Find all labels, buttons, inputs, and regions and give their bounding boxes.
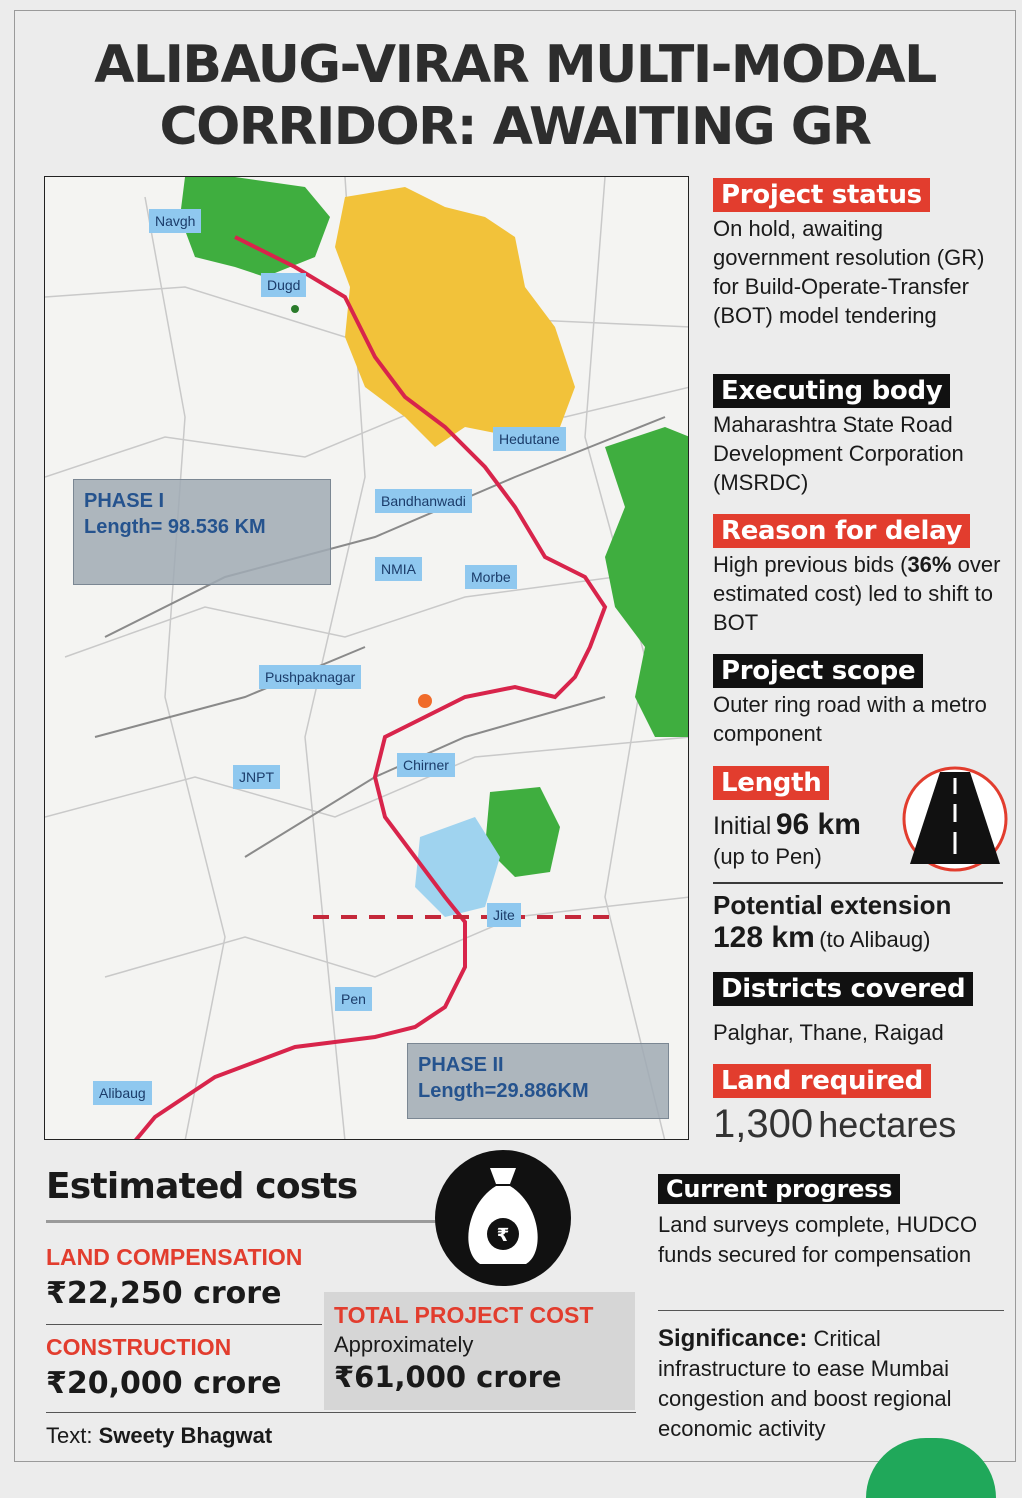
phase-2-title: PHASE II [418,1054,504,1076]
map-label-alibaug: Alibaug [93,1081,152,1105]
road-icon [900,764,1010,874]
progress-label: Current progress [658,1174,900,1204]
land-value: 1,300 [713,1102,814,1146]
credit-prefix: Text: [46,1423,99,1448]
map-label-navgh: Navgh [149,209,201,233]
rupee-symbol: ₹ [496,1225,510,1246]
land-amount [713,1102,956,1147]
total-cost-value: ₹61,000 crore [334,1360,562,1394]
map-label-jite: Jite [487,903,521,927]
land-compensation-value: ₹22,250 crore [46,1276,282,1311]
map-label-jnpt: JNPT [233,765,280,789]
credit-name: Sweety Bhagwat [98,1423,273,1448]
initial-note: (up to Pen) [713,844,822,869]
land-section [713,1064,956,1147]
districts-section [713,972,973,1047]
reason-text [713,550,1003,637]
map-label-chirner: Chirner [397,753,455,777]
executing-text: Maharashtra State Road Development Corporation (MSRDC) [713,412,964,495]
reason-text-pre: High previous bids ( [713,552,908,577]
significance-text [658,1324,1008,1444]
map-label-nmia: NMIA [375,557,422,581]
scope-section [713,654,1003,748]
costs-title-rule [46,1220,446,1223]
total-cost-prefix: Approximately [334,1332,474,1357]
progress-section [658,1174,900,1204]
land-compensation-label: LAND COMPENSATION [46,1244,303,1270]
progress-text: Land surveys complete, HUDCO funds secured for compensation [658,1212,978,1267]
extension-label: Potential extension [713,890,952,920]
land-unit: hectares [818,1104,957,1145]
initial-prefix: Initial [713,812,772,840]
map-label-dugd: Dugd [261,273,306,297]
map-label-pen: Pen [335,987,372,1011]
extension-value: 128 km [713,921,815,954]
costs-bottom-rule [46,1412,636,1413]
significance-body: Critical infrastructure to ease Mumbai congestion and boost regional economic activity [658,1326,952,1441]
headline: ALIBAUG-VIRAR MULTI-MODAL CORRIDOR: AWAITING GR [94,35,936,157]
executing-label: Executing body [713,374,950,408]
reason-label: Reason for delay [713,514,970,548]
length-section [713,766,829,800]
cost-divider [46,1324,322,1325]
phase-1-box [73,479,331,585]
status-section [713,178,1003,330]
phase-1-title: PHASE I [84,490,165,512]
significance-label: Significance: [658,1325,808,1352]
map-label-hedutane: Hedutane [493,427,566,451]
executing-section [713,374,1003,497]
map-label-morbe: Morbe [465,565,517,589]
districts-text: Palghar, Thane, Raigad [713,1020,944,1045]
corridor-map [44,176,689,1140]
phase-2-box [407,1043,669,1119]
extension-length [713,890,951,955]
reason-text-post: over estimated cost) led to shift to BOT [713,552,1001,635]
extension-note: (to Alibaug) [819,927,931,952]
status-label: Project status [713,178,930,212]
credit [46,1423,272,1449]
reason-text-bold: 36% [907,552,952,577]
map-label-pushpaknagar: Pushpaknagar [259,665,361,689]
money-bag-icon [430,1148,576,1288]
length-divider [713,882,1003,884]
phase-2-length: Length=29.886KM [418,1080,589,1102]
districts-label: Districts covered [713,972,973,1006]
map-label-bandhanwadi: Bandhanwadi [375,489,472,513]
land-label: Land required [713,1064,931,1098]
progress-divider [658,1310,1004,1311]
phase-1-length: Length= 98.536 KM [84,516,266,538]
scope-text: Outer ring road with a metro component [713,692,987,746]
construction-value: ₹20,000 crore [46,1366,282,1401]
status-text: On hold, awaiting government resolution (GR) for Build-Operate-Transfer (BOT) model tendering [713,216,985,328]
construction-label: CONSTRUCTION [46,1334,232,1360]
length-label: Length [713,766,829,800]
total-cost-box [324,1292,635,1410]
total-cost-label: TOTAL PROJECT COST [334,1302,594,1328]
scope-label: Project scope [713,654,923,688]
initial-value: 96 km [775,808,861,841]
reason-section [713,514,1003,637]
initial-length [713,808,861,870]
costs-title: Estimated costs [46,1166,358,1207]
